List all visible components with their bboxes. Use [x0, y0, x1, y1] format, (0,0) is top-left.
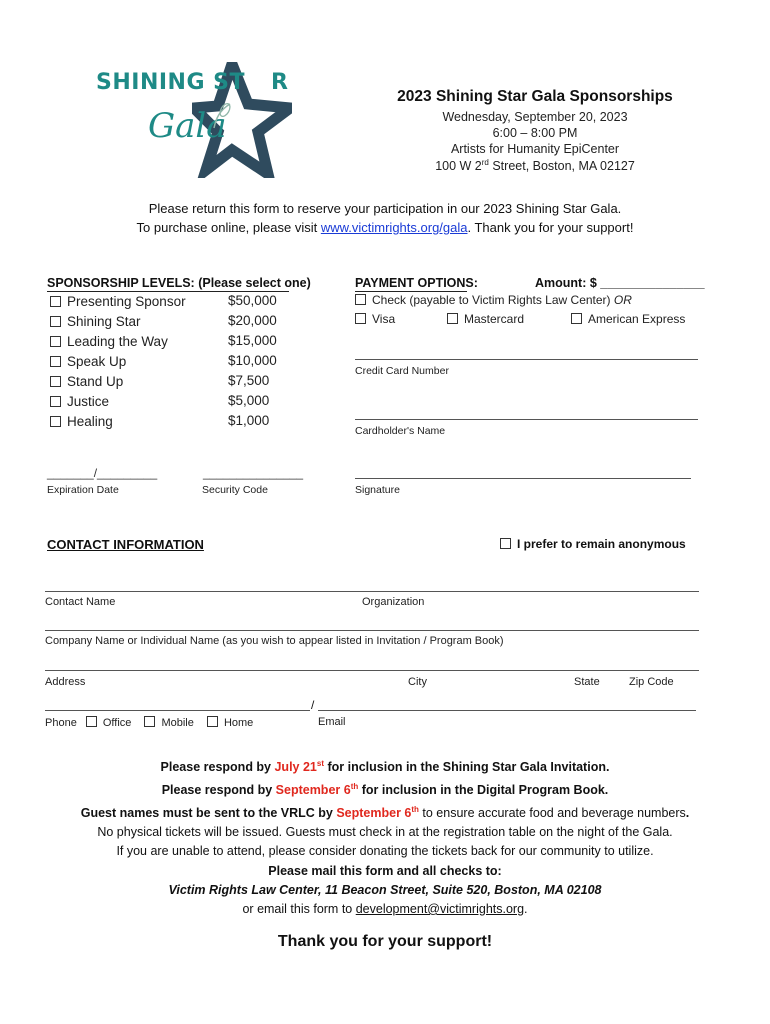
zip-label: Zip Code — [629, 676, 674, 688]
checkbox[interactable] — [571, 313, 582, 324]
level-row[interactable] — [50, 393, 280, 413]
checkbox[interactable] — [355, 294, 366, 305]
intro-line2-pre: To purchase online, please visit — [136, 220, 321, 235]
event-time: 6:00 – 8:00 PM — [492, 126, 578, 140]
email-link[interactable]: development@victimrights.org — [355, 902, 525, 916]
note1-post: for inclusion in the Shining Star Gala Invitation. — [324, 760, 610, 775]
office-option[interactable] — [86, 717, 132, 729]
checkbox[interactable] — [207, 716, 218, 727]
intro-line2 — [40, 218, 730, 237]
checkbox[interactable] — [50, 416, 61, 427]
mail-email-line — [20, 900, 750, 919]
level-row[interactable] — [50, 413, 280, 433]
checkbox[interactable] — [50, 376, 61, 387]
level-row[interactable] — [50, 353, 280, 373]
level-row[interactable] — [50, 313, 280, 333]
level-name: Presenting Sponsor — [67, 294, 186, 309]
mobile-option[interactable] — [144, 717, 193, 729]
event-address — [380, 158, 690, 173]
note3-date: September 6 — [336, 806, 412, 821]
mail-email-post: . — [524, 902, 528, 916]
mail-address: Victim Rights Law Center, 11 Beacon Street, Suite 520, Boston, MA 02108 — [168, 883, 602, 897]
cardholder-field[interactable] — [355, 419, 698, 420]
home-option[interactable] — [207, 717, 253, 729]
office-label: Office — [102, 717, 132, 729]
note2-date: September 6 — [275, 783, 351, 798]
note3-post: to ensure accurate food and beverage numbers — [418, 806, 686, 821]
logo-title-end: R — [271, 70, 289, 95]
checkbox[interactable] — [86, 716, 97, 727]
phone-field[interactable] — [45, 710, 310, 711]
logo-title-text: SHINING ST — [96, 70, 246, 95]
amex-option[interactable] — [571, 312, 685, 326]
checkbox[interactable] — [50, 316, 61, 327]
sponsorship-heading: SPONSORSHIP LEVELS: (Please select one) — [47, 276, 311, 290]
level-amount: $1,000 — [228, 413, 270, 428]
checkbox[interactable] — [355, 313, 366, 324]
security-field[interactable]: _______________ — [203, 466, 304, 480]
note2-pre: Please respond by — [161, 783, 276, 798]
level-amount: $50,000 — [228, 293, 277, 308]
checkbox[interactable] — [50, 336, 61, 347]
mobile-label: Mobile — [161, 717, 194, 729]
cardholder-label: Cardholder's Name — [355, 425, 446, 437]
slash-separator: / — [311, 698, 315, 712]
company-name-field[interactable] — [45, 630, 699, 631]
mastercard-option[interactable] — [447, 312, 524, 326]
level-amount: $5,000 — [228, 393, 270, 408]
phone-label: Phone — [45, 717, 77, 729]
visa-label: Visa — [372, 312, 396, 326]
logo-gala: Gala — [148, 106, 227, 146]
anonymous-label: I prefer to remain anonymous — [517, 537, 686, 551]
mastercard-label: Mastercard — [464, 312, 525, 326]
address-label: Address — [45, 676, 86, 688]
level-row[interactable] — [50, 333, 280, 353]
level-name: Justice — [67, 394, 110, 409]
note1-date: July 21 — [274, 760, 317, 775]
note-donate: If you are unable to attend, please consider donating the tickets back for our community to utilize. — [116, 844, 654, 859]
sponsorship-levels — [50, 293, 280, 433]
contact-name-label: Contact Name — [45, 596, 116, 608]
level-amount: $10,000 — [228, 353, 277, 368]
gala-link[interactable]: www.victimrights.org/gala — [320, 220, 468, 235]
mail-email-pre: or email this form to — [242, 902, 356, 916]
check-label: Check (payable to Victim Rights Law Center) — [372, 293, 611, 307]
home-label: Home — [223, 717, 254, 729]
level-row[interactable] — [50, 293, 280, 313]
level-amount: $20,000 — [228, 313, 277, 328]
note1-sup: st — [316, 759, 324, 768]
note2-sup: th — [350, 782, 359, 792]
security-label: Security Code — [202, 484, 268, 496]
address-post: Street, Boston, MA 02127 — [488, 159, 635, 174]
signature-label: Signature — [355, 484, 400, 496]
contact-heading: CONTACT INFORMATION — [47, 537, 204, 552]
level-name: Speak Up — [67, 354, 127, 369]
note1-pre: Please respond by — [160, 760, 275, 775]
note2-post: for inclusion in the Digital Program Book. — [358, 783, 609, 798]
card-number-field[interactable] — [355, 359, 698, 360]
checkbox[interactable] — [50, 296, 61, 307]
intro-line1: Please return this form to reserve your participation in our 2023 Shining Star Gala. — [148, 201, 622, 216]
checkbox[interactable] — [144, 716, 155, 727]
logo — [92, 66, 292, 178]
note-guest-names — [20, 800, 750, 823]
note-tickets: No physical tickets will be issued. Guests must check in at the registration table on the night of the Gala. — [97, 825, 673, 840]
level-name: Healing — [67, 414, 113, 429]
level-row[interactable] — [50, 373, 280, 393]
signature-field[interactable] — [355, 478, 691, 479]
mail-info — [20, 862, 750, 919]
contact-name-field[interactable] — [45, 591, 699, 592]
note3-dot: . — [685, 806, 690, 821]
leaf-icon — [210, 102, 234, 130]
address-sup: rd — [481, 158, 489, 167]
event-venue: Artists for Humanity EpiCenter — [450, 142, 620, 156]
checkbox[interactable] — [50, 356, 61, 367]
level-name: Leading the Way — [67, 334, 168, 349]
organization-label: Organization — [362, 596, 425, 608]
expiration-field[interactable]: _______/_________ — [47, 466, 158, 480]
level-amount: $7,500 — [228, 373, 270, 388]
thank-you: Thank you for your support! — [277, 933, 493, 950]
phone-row — [45, 716, 253, 729]
event-date: Wednesday, September 20, 2023 — [442, 110, 628, 124]
event-title: 2023 Shining Star Gala Sponsorships — [397, 88, 673, 105]
intro — [40, 199, 730, 237]
state-label: State — [574, 676, 600, 688]
email-label: Email — [318, 716, 346, 728]
amex-label: American Express — [588, 312, 686, 326]
anonymous-option[interactable] — [500, 537, 686, 551]
note-invitation — [20, 754, 750, 777]
payment-heading: PAYMENT OPTIONS: — [355, 276, 478, 290]
level-name: Stand Up — [67, 374, 124, 389]
logo-title — [96, 70, 288, 95]
sponsorship-heading-underline — [47, 291, 289, 292]
amount-field[interactable]: Amount: $ _______________ — [535, 276, 705, 290]
mail-heading: Please mail this form and all checks to: — [268, 864, 502, 878]
checkbox[interactable] — [500, 538, 511, 549]
city-label: City — [408, 676, 427, 688]
visa-option[interactable] — [355, 312, 395, 326]
or-label: OR — [613, 293, 632, 307]
note-program-book — [20, 777, 750, 800]
note3-pre: Guest names must be sent to the VRLC by — [80, 806, 337, 821]
expiration-label: Expiration Date — [47, 484, 119, 496]
card-number-label: Credit Card Number — [355, 365, 449, 377]
email-field[interactable] — [318, 710, 696, 711]
checkbox[interactable] — [50, 396, 61, 407]
check-option[interactable] — [355, 293, 632, 307]
address-pre: 100 W 2 — [435, 159, 482, 174]
notes — [20, 754, 750, 861]
note3-sup: th — [411, 805, 419, 815]
address-field[interactable] — [45, 670, 699, 671]
checkbox[interactable] — [447, 313, 458, 324]
payment-heading-underline — [355, 291, 467, 292]
event-header — [380, 88, 690, 173]
level-amount: $15,000 — [228, 333, 277, 348]
intro-line2-post: . Thank you for your support! — [467, 220, 634, 235]
level-name: Shining Star — [67, 314, 141, 329]
company-name-label: Company Name or Individual Name (as you wish to appear listed in Invitation / Program Book) — [45, 635, 504, 647]
